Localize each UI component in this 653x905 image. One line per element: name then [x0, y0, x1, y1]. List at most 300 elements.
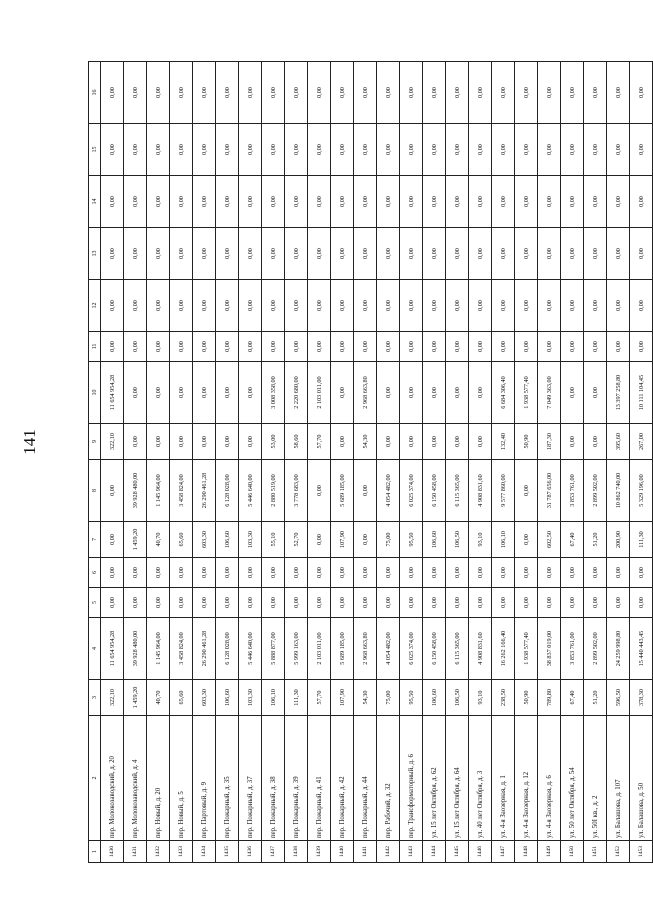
- value-cell: 0,00: [193, 280, 216, 332]
- value-cell: 0,00: [101, 62, 124, 124]
- value-cell: 6 025 374,00: [400, 618, 423, 680]
- value-cell: 3 778 683,00: [285, 460, 308, 522]
- table-row: [124, 62, 147, 863]
- value-cell: 4 908 831,60: [469, 618, 492, 680]
- value-cell: 0,00: [423, 558, 446, 588]
- value-cell: 0,00: [423, 280, 446, 332]
- value-cell: 0,00: [193, 124, 216, 176]
- value-cell: 0,00: [607, 124, 630, 176]
- value-cell: 0,00: [147, 228, 170, 280]
- value-cell: 5 888 877,00: [262, 618, 285, 680]
- value-cell: 0,00: [561, 124, 584, 176]
- value-cell: 0,00: [193, 362, 216, 424]
- value-cell: 0,00: [193, 228, 216, 280]
- value-cell: 0,00: [469, 558, 492, 588]
- value-cell: 4 054 482,00: [377, 618, 400, 680]
- value-cell: 51,20: [584, 680, 607, 716]
- value-cell: 2 968 663,80: [354, 618, 377, 680]
- value-cell: 0,00: [377, 280, 400, 332]
- value-cell: 0,00: [561, 62, 584, 124]
- table-row: [584, 62, 607, 863]
- value-cell: 0,00: [446, 62, 469, 124]
- value-cell: 40,70: [147, 522, 170, 558]
- address-cell: пер. Пожарный, д. 42: [331, 716, 354, 841]
- table-row: [607, 62, 630, 863]
- value-cell: 0,00: [124, 124, 147, 176]
- value-cell: 0,00: [630, 62, 653, 124]
- value-cell: 52,70: [285, 522, 308, 558]
- value-cell: 1 938 577,40: [515, 618, 538, 680]
- value-cell: 0,00: [354, 558, 377, 588]
- value-cell: 0,00: [400, 424, 423, 460]
- row-number-cell: 1445: [446, 841, 469, 863]
- value-cell: 0,00: [216, 228, 239, 280]
- value-cell: 1 145 964,00: [147, 460, 170, 522]
- row-number-cell: 1442: [377, 841, 400, 863]
- value-cell: 0,00: [423, 62, 446, 124]
- value-cell: 0,00: [170, 228, 193, 280]
- value-cell: 0,00: [423, 176, 446, 228]
- table-row: [377, 62, 400, 863]
- value-cell: 5 689 185,00: [331, 618, 354, 680]
- value-cell: 6 115 365,00: [446, 618, 469, 680]
- value-cell: 0,00: [101, 124, 124, 176]
- value-cell: 0,00: [262, 62, 285, 124]
- value-cell: 0,00: [607, 588, 630, 618]
- value-cell: 0,00: [216, 588, 239, 618]
- address-cell: пер. Пожарный, д. 39: [285, 716, 308, 841]
- address-cell: пер. Молокозаводский, д. 4: [124, 716, 147, 841]
- table-row: [354, 62, 377, 863]
- address-cell: пер. Молокозаводский, д. 20: [101, 716, 124, 841]
- value-cell: 0,00: [262, 332, 285, 362]
- value-cell: 0,00: [239, 558, 262, 588]
- value-cell: 0,00: [400, 176, 423, 228]
- value-cell: 0,00: [216, 362, 239, 424]
- value-cell: 0,00: [446, 362, 469, 424]
- value-cell: 0,00: [239, 176, 262, 228]
- table-row: [515, 62, 538, 863]
- address-cell: ул. 4-я Заозерная, д. 12: [515, 716, 538, 841]
- value-cell: 6 150 458,00: [423, 460, 446, 522]
- value-cell: 0,00: [216, 176, 239, 228]
- value-cell: 103,30: [239, 680, 262, 716]
- value-cell: 15 440 443,45: [630, 618, 653, 680]
- row-number-cell: 1432: [147, 841, 170, 863]
- value-cell: 55,10: [262, 522, 285, 558]
- value-cell: 0,00: [285, 332, 308, 362]
- value-cell: 67,40: [561, 522, 584, 558]
- value-cell: 0,00: [630, 332, 653, 362]
- row-number-cell: 1431: [124, 841, 147, 863]
- value-cell: 57,70: [308, 424, 331, 460]
- value-cell: 0,00: [492, 124, 515, 176]
- value-cell: 0,00: [331, 588, 354, 618]
- value-cell: 93,10: [469, 522, 492, 558]
- column-number-8: 8: [89, 460, 101, 522]
- value-cell: 0,00: [285, 124, 308, 176]
- value-cell: 0,00: [515, 460, 538, 522]
- value-cell: 0,00: [423, 588, 446, 618]
- value-cell: 0,00: [377, 588, 400, 618]
- value-cell: 0,00: [607, 280, 630, 332]
- value-cell: 111,30: [630, 522, 653, 558]
- value-cell: 0,00: [515, 62, 538, 124]
- table-row: [193, 62, 216, 863]
- column-number-1: 1: [89, 841, 101, 863]
- value-cell: 0,00: [515, 558, 538, 588]
- address-cell: ул. 50 лет Октября, д. 54: [561, 716, 584, 841]
- value-cell: 0,00: [469, 332, 492, 362]
- value-cell: 0,00: [170, 280, 193, 332]
- value-cell: 0,00: [561, 362, 584, 424]
- value-cell: 0,00: [538, 588, 561, 618]
- value-cell: 0,00: [193, 332, 216, 362]
- column-number-16: 16: [89, 62, 101, 124]
- value-cell: 0,00: [239, 588, 262, 618]
- value-cell: 322,10: [101, 424, 124, 460]
- value-cell: 0,00: [285, 280, 308, 332]
- value-cell: 0,00: [331, 332, 354, 362]
- value-cell: 0,00: [124, 62, 147, 124]
- value-cell: 103,30: [239, 522, 262, 558]
- row-number-cell: 1430: [101, 841, 124, 863]
- value-cell: 0,00: [147, 332, 170, 362]
- value-cell: 0,00: [538, 332, 561, 362]
- value-cell: 0,00: [584, 280, 607, 332]
- column-number-10: 10: [89, 362, 101, 424]
- value-cell: 0,00: [607, 176, 630, 228]
- value-cell: 187,30: [538, 424, 561, 460]
- value-cell: 0,00: [400, 228, 423, 280]
- value-cell: 6 115 365,00: [446, 460, 469, 522]
- value-cell: 106,10: [262, 680, 285, 716]
- row-number-cell: 1441: [354, 841, 377, 863]
- address-cell: пер. Пожарный, д. 35: [216, 716, 239, 841]
- address-cell: ул. 15 лет Октября, д. 62: [423, 716, 446, 841]
- value-cell: 106,10: [492, 522, 515, 558]
- column-number-5: 5: [89, 588, 101, 618]
- value-cell: 0,00: [423, 228, 446, 280]
- value-cell: 0,00: [515, 228, 538, 280]
- value-cell: 0,00: [331, 124, 354, 176]
- value-cell: 0,00: [630, 124, 653, 176]
- table-row: [239, 62, 262, 863]
- value-cell: 2 899 502,00: [584, 618, 607, 680]
- value-cell: 2 899 502,00: [584, 460, 607, 522]
- value-cell: 238,50: [492, 680, 515, 716]
- value-cell: 3 853 761,00: [561, 618, 584, 680]
- column-number-2: 2: [89, 716, 101, 841]
- column-number-3: 3: [89, 680, 101, 716]
- value-cell: 0,00: [584, 424, 607, 460]
- address-cell: ул. Балашова, д. 50: [630, 716, 653, 841]
- value-cell: 6 025 374,00: [400, 460, 423, 522]
- value-cell: 0,00: [630, 588, 653, 618]
- register-table: [88, 61, 653, 863]
- value-cell: 0,00: [377, 176, 400, 228]
- value-cell: 0,00: [331, 228, 354, 280]
- value-cell: 789,80: [538, 680, 561, 716]
- value-cell: 0,00: [423, 362, 446, 424]
- value-cell: 0,00: [492, 176, 515, 228]
- row-number-cell: 1448: [515, 841, 538, 863]
- value-cell: 0,00: [216, 424, 239, 460]
- value-cell: 0,00: [285, 176, 308, 228]
- row-number-cell: 1433: [170, 841, 193, 863]
- column-number-12: 12: [89, 280, 101, 332]
- value-cell: 0,00: [354, 228, 377, 280]
- value-cell: 5 689 185,00: [331, 460, 354, 522]
- address-cell: пер. Пожарный, д. 38: [262, 716, 285, 841]
- value-cell: 395,60: [607, 424, 630, 460]
- value-cell: 53,00: [262, 424, 285, 460]
- value-cell: 0,00: [538, 228, 561, 280]
- table-row: [147, 62, 170, 863]
- value-cell: 0,00: [584, 362, 607, 424]
- value-cell: 2 968 663,80: [354, 362, 377, 424]
- value-cell: 0,00: [354, 332, 377, 362]
- value-cell: 0,00: [423, 332, 446, 362]
- value-cell: 0,00: [239, 62, 262, 124]
- value-cell: 0,00: [561, 424, 584, 460]
- value-cell: 107,90: [331, 680, 354, 716]
- table-row: [469, 62, 492, 863]
- value-cell: 0,00: [124, 176, 147, 228]
- value-cell: 0,00: [285, 62, 308, 124]
- value-cell: 39 928 480,00: [124, 460, 147, 522]
- row-number-cell: 1453: [630, 841, 653, 863]
- value-cell: 0,00: [492, 280, 515, 332]
- value-cell: 0,00: [607, 228, 630, 280]
- value-cell: 0,00: [538, 124, 561, 176]
- value-cell: 0,00: [515, 124, 538, 176]
- address-cell: ул. 50I кв., д. 2: [584, 716, 607, 841]
- value-cell: 11 654 954,28: [101, 618, 124, 680]
- value-cell: 0,00: [354, 522, 377, 558]
- row-number-cell: 1450: [561, 841, 584, 863]
- value-cell: 0,00: [285, 558, 308, 588]
- value-cell: 0,00: [446, 558, 469, 588]
- value-cell: 50,90: [515, 424, 538, 460]
- value-cell: 0,00: [331, 176, 354, 228]
- row-number-cell: 1451: [584, 841, 607, 863]
- table-row: [216, 62, 239, 863]
- value-cell: 106,60: [423, 680, 446, 716]
- table-row: [262, 62, 285, 863]
- value-cell: 2 103 011,00: [308, 618, 331, 680]
- value-cell: 7 049 363,00: [538, 362, 561, 424]
- value-cell: 0,00: [124, 424, 147, 460]
- value-cell: 0,00: [400, 362, 423, 424]
- value-cell: 0,00: [170, 176, 193, 228]
- table-row: [331, 62, 354, 863]
- value-cell: 54,30: [354, 680, 377, 716]
- table-row: [101, 62, 124, 863]
- address-cell: пер. Пожарный, д. 44: [354, 716, 377, 841]
- value-cell: 2 103 011,00: [308, 362, 331, 424]
- row-number-cell: 1449: [538, 841, 561, 863]
- address-cell: ул. 4-я Заозерная, д. 6: [538, 716, 561, 841]
- value-cell: 1 938 577,40: [515, 362, 538, 424]
- value-cell: 0,00: [538, 280, 561, 332]
- value-cell: 26 290 461,28: [193, 618, 216, 680]
- column-number-row: [89, 62, 101, 863]
- value-cell: 65,60: [170, 522, 193, 558]
- value-cell: 0,00: [354, 460, 377, 522]
- value-cell: 4 054 482,00: [377, 460, 400, 522]
- page-number: 141: [20, 429, 39, 455]
- value-cell: 1 459,20: [124, 680, 147, 716]
- value-cell: 0,00: [124, 558, 147, 588]
- value-cell: 0,00: [331, 280, 354, 332]
- row-number-cell: 1440: [331, 841, 354, 863]
- value-cell: 10 111 104,45: [630, 362, 653, 424]
- value-cell: 6 684 306,40: [492, 362, 515, 424]
- value-cell: 6 128 028,00: [216, 618, 239, 680]
- value-cell: 0,00: [492, 588, 515, 618]
- value-cell: 0,00: [147, 280, 170, 332]
- value-cell: 0,00: [170, 424, 193, 460]
- value-cell: 132,40: [492, 424, 515, 460]
- value-cell: 4 908 831,60: [469, 460, 492, 522]
- table-row: [561, 62, 584, 863]
- value-cell: 0,00: [308, 522, 331, 558]
- value-cell: 322,10: [101, 680, 124, 716]
- table-row: [538, 62, 561, 863]
- address-cell: ул. Балашова, д. 107: [607, 716, 630, 841]
- value-cell: 0,00: [630, 228, 653, 280]
- value-cell: 0,00: [561, 332, 584, 362]
- value-cell: 0,00: [193, 62, 216, 124]
- value-cell: 58,60: [285, 424, 308, 460]
- value-cell: 93,10: [469, 680, 492, 716]
- value-cell: 200,90: [607, 522, 630, 558]
- value-cell: 0,00: [630, 176, 653, 228]
- value-cell: 0,00: [308, 588, 331, 618]
- value-cell: 0,00: [239, 362, 262, 424]
- value-cell: 0,00: [239, 332, 262, 362]
- value-cell: 0,00: [239, 228, 262, 280]
- value-cell: 0,00: [216, 558, 239, 588]
- value-cell: 0,00: [147, 124, 170, 176]
- value-cell: 0,00: [262, 280, 285, 332]
- value-cell: 106,50: [446, 680, 469, 716]
- row-number-cell: 1452: [607, 841, 630, 863]
- value-cell: 0,00: [469, 124, 492, 176]
- value-cell: 0,00: [308, 280, 331, 332]
- value-cell: 0,00: [400, 62, 423, 124]
- row-number-cell: 1446: [469, 841, 492, 863]
- value-cell: 95,50: [400, 680, 423, 716]
- value-cell: 26 290 461,28: [193, 460, 216, 522]
- row-number-cell: 1434: [193, 841, 216, 863]
- value-cell: 0,00: [101, 176, 124, 228]
- value-cell: 0,00: [101, 588, 124, 618]
- value-cell: 24 259 998,80: [607, 618, 630, 680]
- value-cell: 0,00: [538, 558, 561, 588]
- value-cell: 0,00: [193, 588, 216, 618]
- value-cell: 0,00: [469, 176, 492, 228]
- value-cell: 0,00: [193, 176, 216, 228]
- value-cell: 0,00: [170, 588, 193, 618]
- column-number-11: 11: [89, 332, 101, 362]
- value-cell: 0,00: [377, 424, 400, 460]
- value-cell: 0,00: [607, 332, 630, 362]
- value-cell: 0,00: [124, 332, 147, 362]
- value-cell: 0,00: [515, 280, 538, 332]
- address-cell: пер. Трансформаторный, д. 6: [400, 716, 423, 841]
- value-cell: 0,00: [400, 558, 423, 588]
- value-cell: 38 837 019,00: [538, 618, 561, 680]
- value-cell: 0,00: [584, 176, 607, 228]
- value-cell: 0,00: [469, 424, 492, 460]
- value-cell: 0,00: [515, 332, 538, 362]
- value-cell: 0,00: [423, 124, 446, 176]
- value-cell: 0,00: [584, 228, 607, 280]
- value-cell: 0,00: [469, 280, 492, 332]
- value-cell: 106,50: [446, 522, 469, 558]
- value-cell: 0,00: [262, 124, 285, 176]
- value-cell: 75,00: [377, 522, 400, 558]
- column-number-7: 7: [89, 522, 101, 558]
- value-cell: 0,00: [216, 124, 239, 176]
- value-cell: 0,00: [239, 424, 262, 460]
- value-cell: 0,00: [239, 124, 262, 176]
- value-cell: 0,00: [147, 362, 170, 424]
- value-cell: 0,00: [354, 124, 377, 176]
- table-row: [308, 62, 331, 863]
- column-number-15: 15: [89, 124, 101, 176]
- value-cell: 267,00: [630, 424, 653, 460]
- address-cell: пер. Пожарный, д. 41: [308, 716, 331, 841]
- row-number-cell: 1443: [400, 841, 423, 863]
- value-cell: 0,00: [469, 228, 492, 280]
- value-cell: 0,00: [377, 62, 400, 124]
- value-cell: 0,00: [354, 280, 377, 332]
- value-cell: 0,00: [469, 62, 492, 124]
- address-cell: пер. Новый, д. 5: [170, 716, 193, 841]
- table-row: [446, 62, 469, 863]
- value-cell: 67,40: [561, 680, 584, 716]
- value-cell: 0,00: [492, 62, 515, 124]
- value-cell: 0,00: [515, 588, 538, 618]
- value-cell: 0,00: [124, 588, 147, 618]
- value-cell: 0,00: [124, 362, 147, 424]
- value-cell: 0,00: [216, 280, 239, 332]
- value-cell: 0,00: [446, 176, 469, 228]
- value-cell: 0,00: [492, 332, 515, 362]
- value-cell: 0,00: [515, 522, 538, 558]
- value-cell: 0,00: [170, 558, 193, 588]
- row-number-cell: 1435: [216, 841, 239, 863]
- table-row: [423, 62, 446, 863]
- value-cell: 0,00: [469, 362, 492, 424]
- value-cell: 602,50: [538, 522, 561, 558]
- value-cell: 0,00: [170, 62, 193, 124]
- value-cell: 3 853 761,00: [561, 460, 584, 522]
- value-cell: 0,00: [377, 362, 400, 424]
- value-cell: 0,00: [147, 176, 170, 228]
- value-cell: 596,50: [607, 680, 630, 716]
- address-cell: пер. Новый, д. 20: [147, 716, 170, 841]
- value-cell: 0,00: [354, 62, 377, 124]
- value-cell: 11 654 954,28: [101, 362, 124, 424]
- value-cell: 0,00: [538, 176, 561, 228]
- value-cell: 5 446 640,00: [239, 460, 262, 522]
- address-cell: пер. Рабочий, д. 32: [377, 716, 400, 841]
- value-cell: 0,00: [262, 228, 285, 280]
